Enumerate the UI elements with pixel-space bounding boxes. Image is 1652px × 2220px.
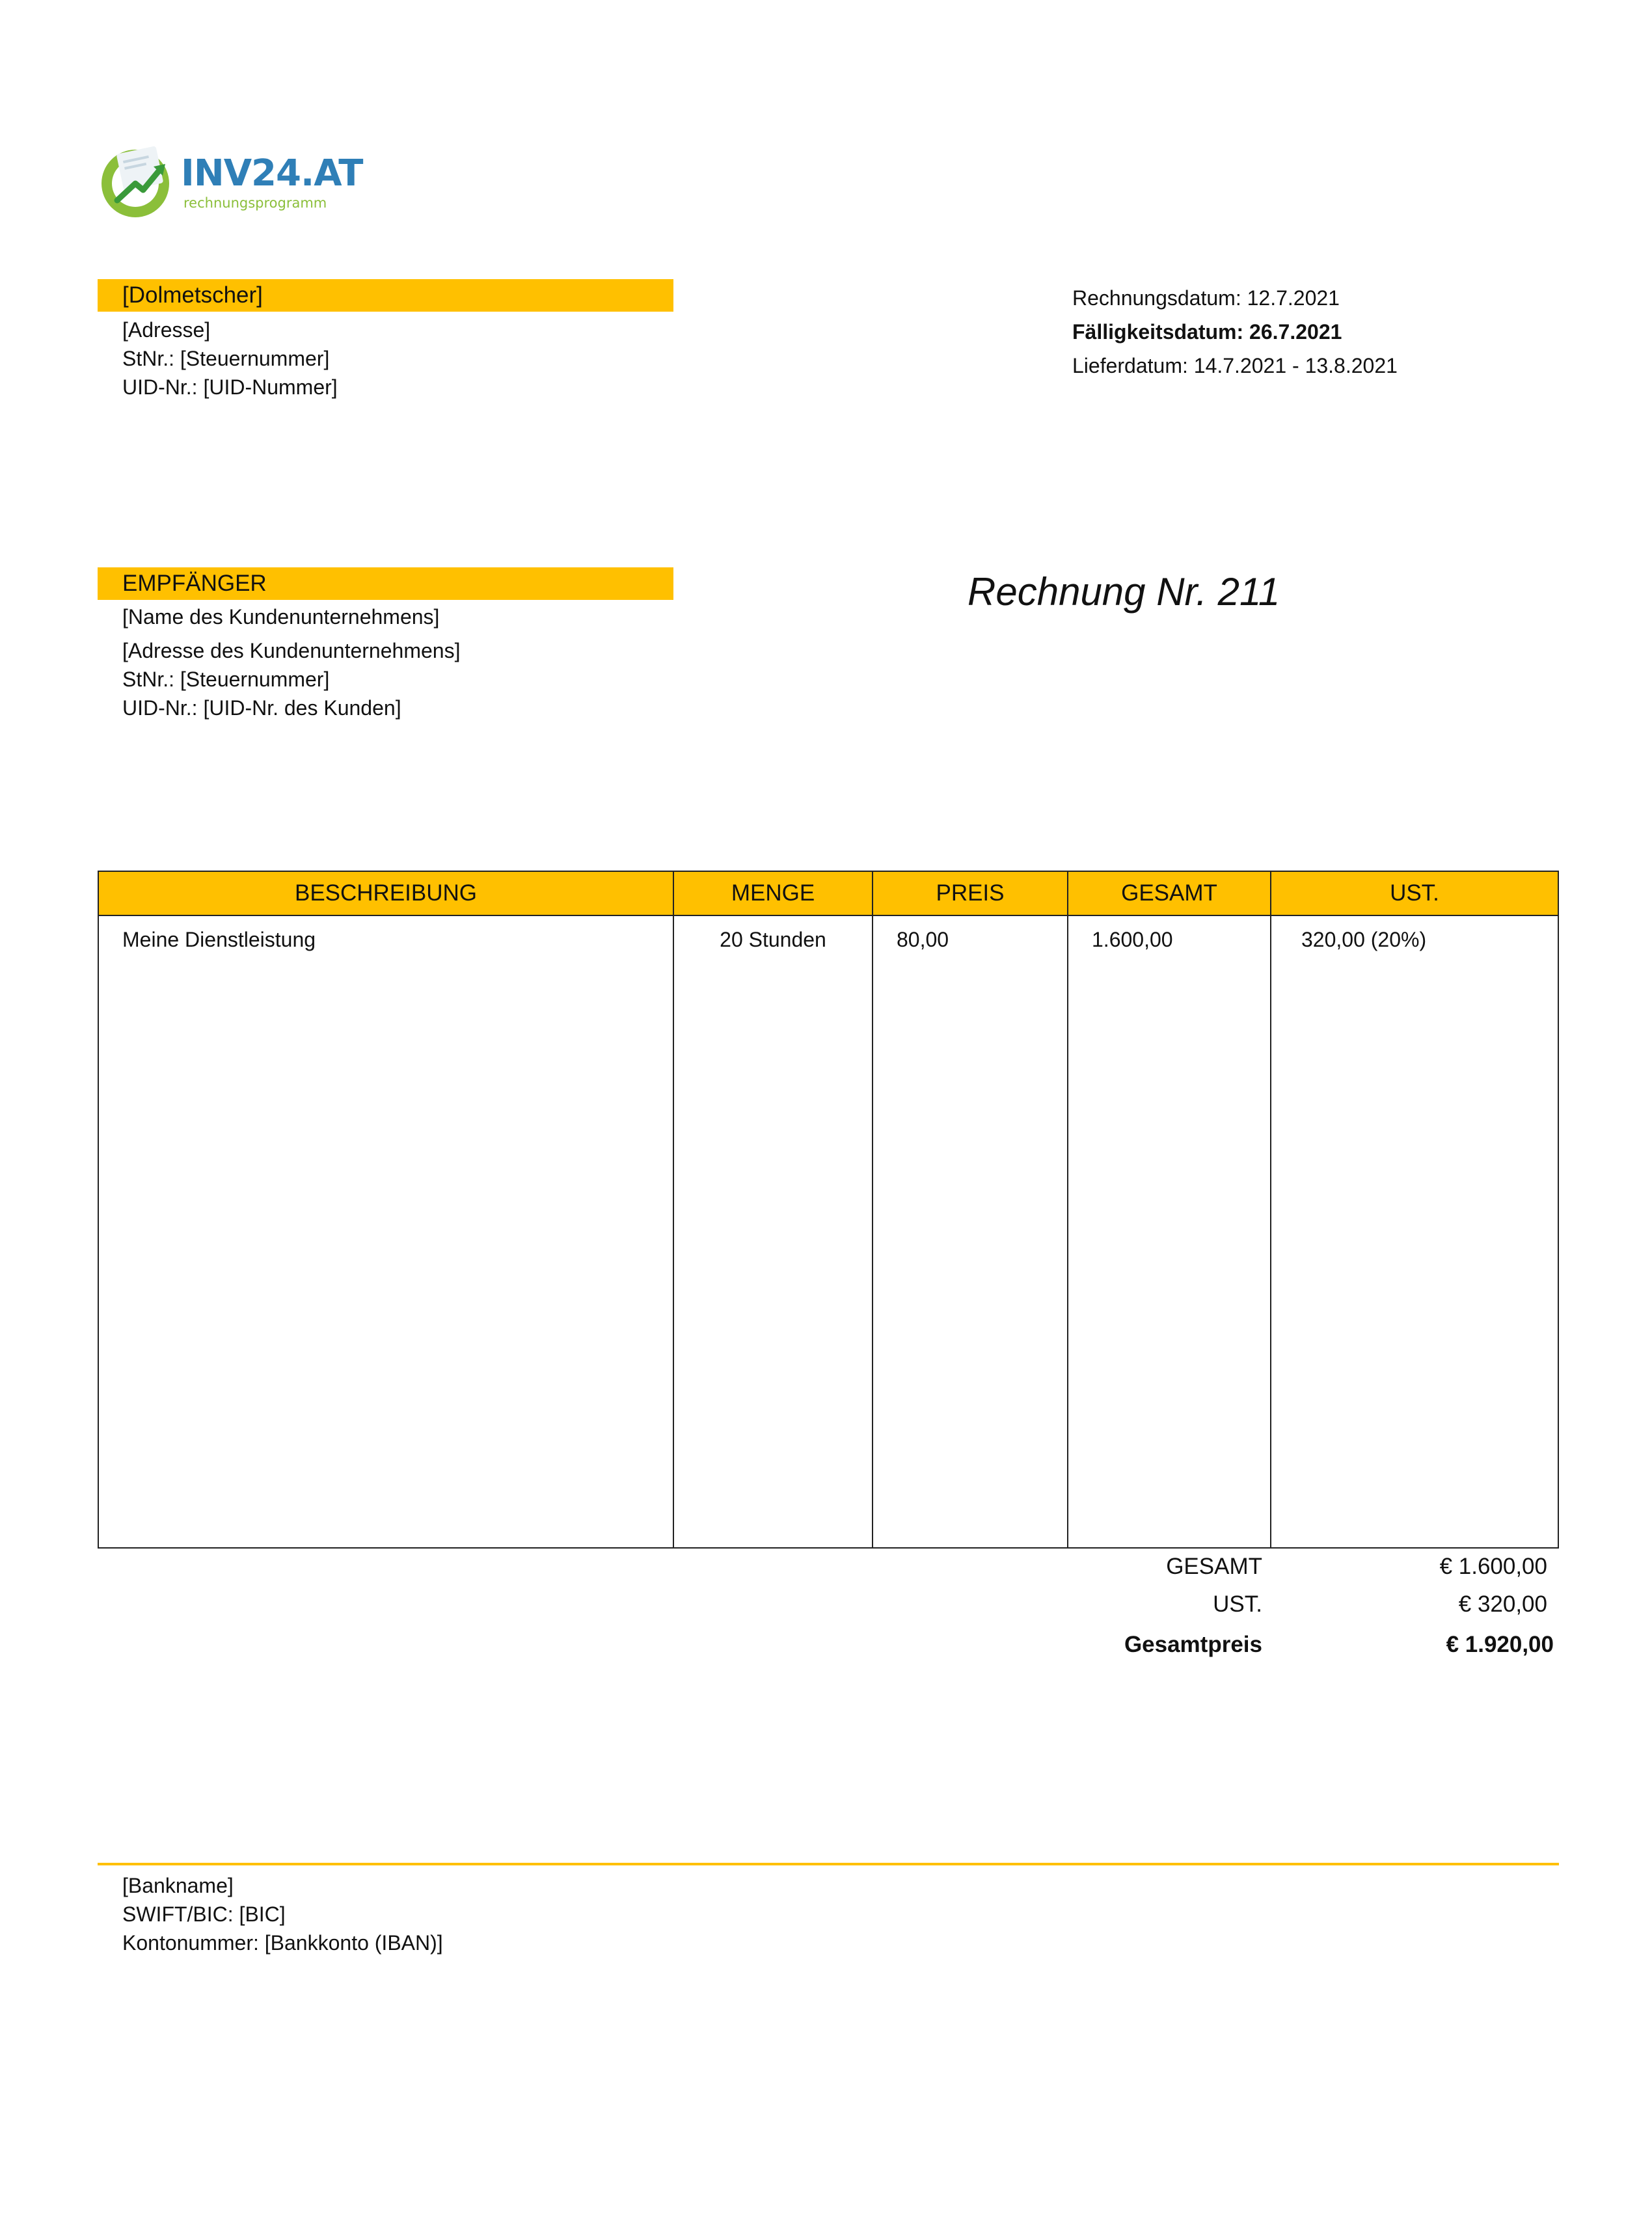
header-quantity: MENGE xyxy=(731,880,815,906)
row-price: 80,00 xyxy=(897,928,949,951)
header-total: GESAMT xyxy=(1121,880,1217,906)
header-description: BESCHREIBUNG xyxy=(294,880,478,906)
table-header xyxy=(99,872,1558,916)
invoice-date: Rechnungsdatum: 12.7.2021 xyxy=(1072,286,1340,310)
recipient-address: [Adresse des Kundenunternehmens] xyxy=(122,639,461,662)
logo-tagline: rechnungsprogramm xyxy=(183,195,327,211)
column-divider xyxy=(673,872,674,1547)
header-price: PREIS xyxy=(936,880,1005,906)
vat-value: € 320,00 xyxy=(1458,1591,1547,1617)
footer-divider xyxy=(98,1863,1559,1865)
subtotal-value: € 1.600,00 xyxy=(1439,1554,1547,1579)
invoice-title: Rechnung Nr. 211 xyxy=(968,570,1280,614)
grand-total-label: Gesamtpreis xyxy=(1124,1632,1262,1657)
column-divider xyxy=(1270,872,1271,1547)
column-divider xyxy=(872,872,873,1547)
due-date: Fälligkeitsdatum: 26.7.2021 xyxy=(1072,320,1342,344)
recipient-tax-number: StNr.: [Steuernummer] xyxy=(122,668,330,691)
column-divider xyxy=(1067,872,1068,1547)
row-description: Meine Dienstleistung xyxy=(122,928,316,951)
delivery-date: Lieferdatum: 14.7.2021 - 13.8.2021 xyxy=(1072,354,1398,377)
row-quantity: 20 Stunden xyxy=(720,928,826,951)
bank-name: [Bankname] xyxy=(122,1874,234,1897)
line-items-table xyxy=(98,871,1559,1549)
recipient-details xyxy=(122,602,460,722)
sender-details xyxy=(122,316,338,401)
bank-details xyxy=(122,1871,443,1957)
header-vat: UST. xyxy=(1390,880,1439,906)
logo-emblem-icon xyxy=(98,143,182,221)
vat-label: UST. xyxy=(1213,1591,1262,1617)
sender-tax-number: StNr.: [Steuernummer] xyxy=(122,347,330,370)
bank-swift: SWIFT/BIC: [BIC] xyxy=(122,1902,286,1926)
grand-total-value: € 1.920,00 xyxy=(1446,1632,1554,1657)
bank-account: Kontonummer: [Bankkonto (IBAN)] xyxy=(122,1931,443,1955)
sender-address: [Adresse] xyxy=(122,318,211,342)
sender-label: [Dolmetscher] xyxy=(98,279,673,312)
company-logo xyxy=(98,143,363,221)
logo-name: INV24.AT xyxy=(181,152,363,195)
recipient-uid: UID-Nr.: [UID-Nr. des Kunden] xyxy=(122,696,401,720)
row-total: 1.600,00 xyxy=(1092,928,1173,951)
row-vat: 320,00 (20%) xyxy=(1301,928,1427,951)
recipient-company: [Name des Kundenunternehmens] xyxy=(122,605,440,629)
subtotal-label: GESAMT xyxy=(1166,1554,1262,1579)
invoice-dates xyxy=(1072,281,1398,383)
recipient-label: EMPFÄNGER xyxy=(98,567,673,600)
sender-uid: UID-Nr.: [UID-Nummer] xyxy=(122,375,338,399)
